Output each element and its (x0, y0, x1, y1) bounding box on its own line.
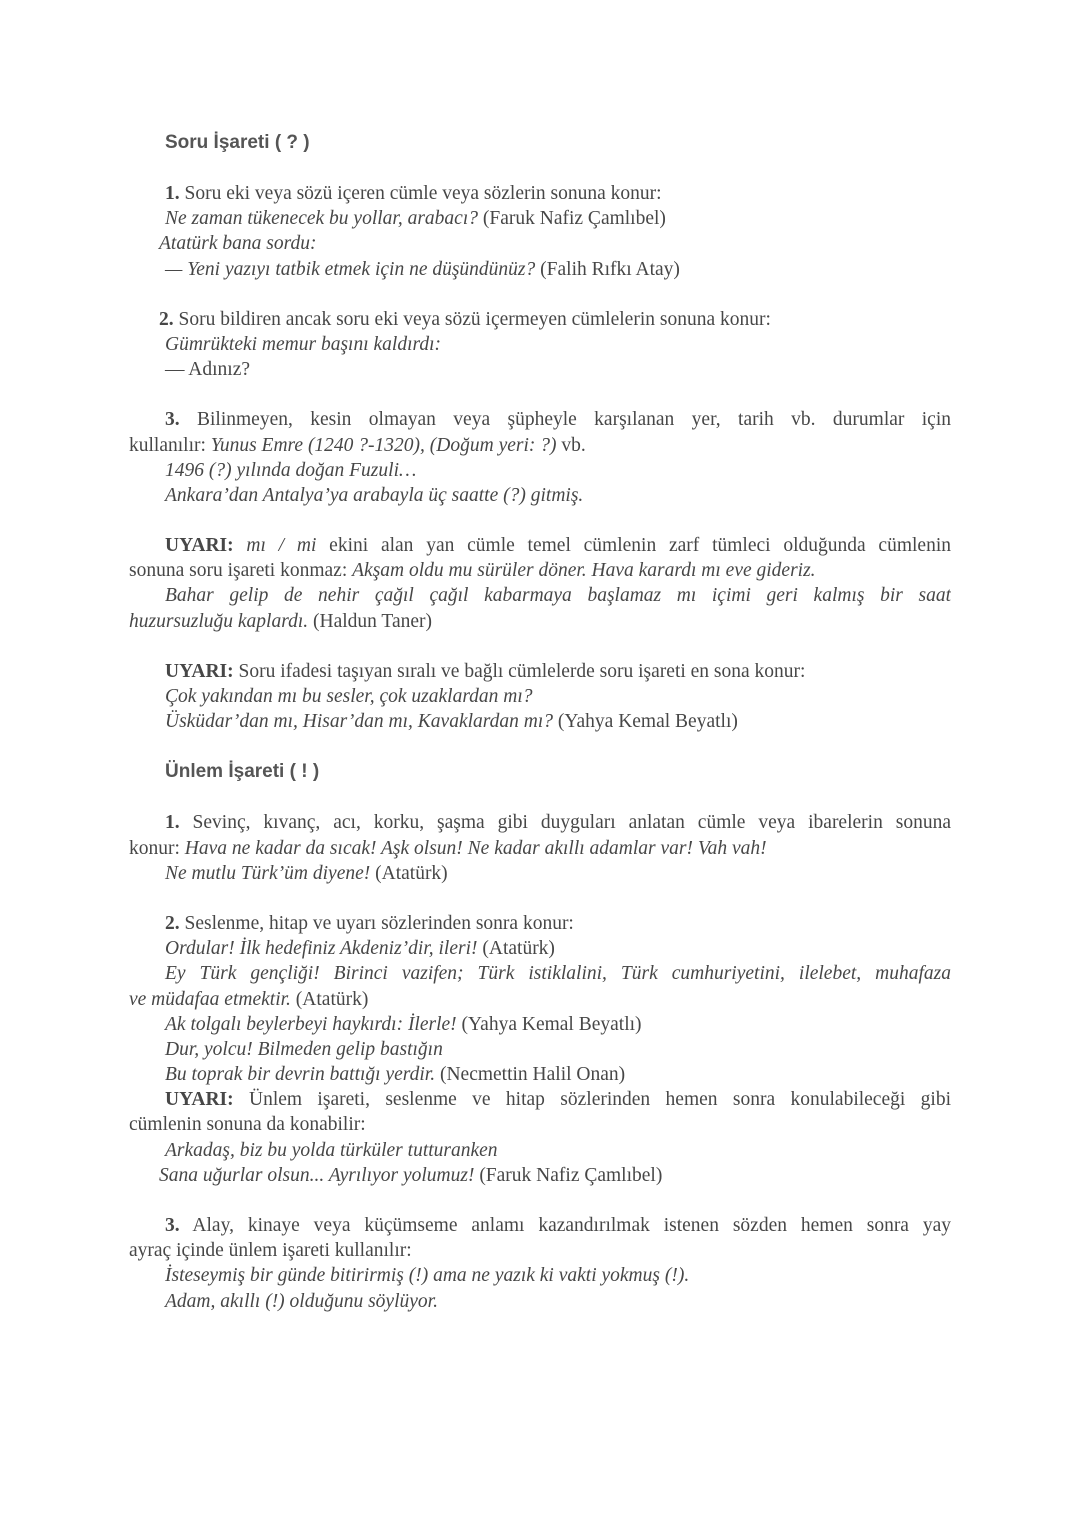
bold-label: UYARI: (165, 1089, 234, 1111)
paragraph (129, 407, 951, 508)
italic-example: Hava ne kadar da sıcak! Aşk olsun! Ne kadar akıllı adamlar var! Vah vah! (184, 837, 767, 859)
text-line (129, 961, 951, 986)
text-line (129, 1238, 951, 1263)
paragraph (129, 181, 951, 282)
text-segment: Seslenme, hitap ve uyarı sözlerinden sonra konur: (179, 912, 574, 934)
italic-example: Bu toprak bir devrin battığı yerdir. (165, 1064, 436, 1086)
italic-example: Yunus Emre (1240 ?-1320), (Doğum yeri: ?) (210, 434, 557, 456)
text-segment: kullanılır: (129, 434, 211, 456)
bold-label: 2. (159, 308, 174, 330)
section-heading-group (129, 130, 951, 156)
paragraph (129, 307, 951, 383)
text-line (129, 357, 951, 382)
section-heading-group (129, 759, 951, 785)
italic-example: Ankara’dan Antalya’ya arabayla üç saatte (?) gitmiş. (165, 484, 584, 506)
text-segment: (Faruk Nafiz Çamlıbel) (474, 1164, 663, 1186)
bold-label: 2. (165, 912, 180, 934)
text-line (129, 533, 951, 558)
text-segment: sonuna soru işareti konmaz: (129, 560, 353, 582)
italic-example: Arkadaş, biz bu yolda türküler tutturanken (165, 1139, 498, 1161)
text-segment: (Falih Rıfkı Atay) (535, 258, 680, 280)
text-segment: — Adınız? (165, 359, 251, 381)
text-line (129, 1213, 951, 1238)
italic-example: Ak tolgalı beylerbeyi haykırdı: İlerle! (165, 1013, 457, 1035)
text-line (129, 1289, 951, 1314)
italic-example: Üsküdar’dan mı, Hisar’dan mı, Kavaklardan mı? (165, 711, 554, 733)
section-heading: Ünlem İşareti ( ! ) (165, 761, 320, 783)
italic-example: — Yeni yazıyı tatbik etmek için ne düşündünüz? (165, 258, 536, 280)
text-segment: (Necmettin Halil Onan) (435, 1064, 626, 1086)
text-segment: konur: (129, 837, 185, 859)
section-heading: Soru İşareti ( ? ) (165, 132, 310, 153)
document-page (129, 130, 951, 1339)
text-segment: (Yahya Kemal Beyatlı) (553, 711, 738, 733)
italic-example: ve müdafaa etmektir. (129, 988, 291, 1010)
italic-example: Çok yakından mı bu sesler, çok uzaklardan mı? (165, 686, 533, 707)
bold-label: UYARI: (165, 660, 234, 682)
italic-example: Bahar gelip de nehir çağıl çağıl kabarmaya başlamaz mı içimi geri kalmış bir saat (165, 585, 951, 607)
text-segment: Sevinç, kıvanç, acı, korku, şaşma gibi duyguları anlatan cümle veya ibarelerin sonuna (179, 812, 951, 834)
paragraph (129, 810, 951, 886)
bold-label: 1. (165, 812, 180, 834)
text-segment: Soru eki veya sözü içeren cümle veya sözlerin sonuna konur: (179, 183, 662, 204)
text-line (129, 1163, 951, 1188)
text-line (129, 836, 951, 861)
italic-example: Ne zaman tükenecek bu yollar, arabacı? (165, 208, 479, 230)
text-line (129, 181, 951, 206)
text-segment: (Yahya Kemal Beyatlı) (456, 1013, 642, 1035)
text-line (129, 609, 951, 634)
italic-example: İsteseymiş bir günde bitirirmiş (!) ama ne yazık ki vakti yokmuş (!). (165, 1265, 690, 1287)
text-line (129, 936, 951, 961)
text-segment: vb. (556, 434, 586, 456)
text-line (129, 1138, 951, 1163)
text-line (129, 1062, 951, 1087)
paragraph (129, 659, 951, 735)
text-line (129, 1112, 951, 1137)
text-segment: (Atatürk) (477, 938, 555, 960)
text-segment: (Haldun Taner) (308, 610, 433, 632)
text-line (129, 1263, 951, 1288)
text-line (129, 332, 951, 357)
paragraph (129, 911, 951, 1188)
italic-example: Sana uğurlar olsun... Ayrılıyor yolumuz! (159, 1164, 475, 1186)
italic-example: Ne mutlu Türk’üm diyene! (165, 862, 371, 884)
text-segment: ekini alan yan cümle temel cümlenin zarf tümleci olduğunda cümlenin (316, 535, 951, 557)
text-segment: Ünlem işareti, seslenme ve hitap sözlerinden hemen sonra konulabileceği gibi (233, 1089, 951, 1111)
italic-example: Ordular! İlk hedefiniz Akdeniz’dir, ileri! (165, 938, 478, 960)
bold-label: 3. (165, 1215, 180, 1236)
text-line (129, 709, 951, 734)
text-line (129, 231, 951, 256)
text-line (129, 558, 951, 583)
paragraph (129, 1213, 951, 1314)
text-segment: Soru bildiren ancak soru eki veya sözü içermeyen cümlelerin sonuna konur: (173, 308, 771, 330)
italic-example: Ey Türk gençliği! Birinci vazifen; Türk istiklalini, Türk cumhuriyetini, ilelebet, muhafaza (165, 963, 951, 985)
italic-example: Gümrükteki memur başını kaldırdı: (165, 333, 442, 355)
text-line (129, 206, 951, 231)
paragraph (129, 533, 951, 634)
italic-example: Akşam oldu mu sürüler döner. Hava karardı mı eve gideriz. (352, 560, 816, 582)
italic-example: mı / mi (233, 535, 317, 557)
italic-example: 1496 (?) yılında doğan Fuzuli… (165, 459, 417, 481)
italic-example: huzursuzluğu kaplardı. (129, 610, 309, 632)
text-line (129, 483, 951, 508)
text-line (129, 1087, 951, 1112)
text-segment: ayraç içinde ünlem işareti kullanılır: (129, 1240, 412, 1262)
text-segment: (Atatürk) (290, 988, 369, 1010)
text-segment: Soru ifadesi taşıyan sıralı ve bağlı cümlelerde soru işareti en sona konur: (233, 660, 806, 682)
text-segment: Alay, kinaye veya küçümseme anlamı kazandırılmak istenen sözden hemen sonra yay (179, 1215, 951, 1236)
text-line (129, 583, 951, 608)
text-line (129, 911, 951, 936)
text-line (129, 861, 951, 886)
text-line (129, 257, 951, 282)
text-segment: Bilinmeyen, kesin olmayan veya şüpheyle karşılanan yer, tarih vb. durumlar için (179, 409, 951, 431)
text-line (129, 810, 951, 835)
text-line (129, 458, 951, 483)
bold-label: 3. (165, 409, 180, 431)
text-segment: cümlenin sonuna da konabilir: (129, 1114, 366, 1136)
text-line (129, 407, 951, 432)
text-line (129, 307, 951, 332)
text-line (129, 1012, 951, 1037)
italic-example: Dur, yolcu! Bilmeden gelip bastığın (165, 1038, 443, 1060)
text-line (129, 659, 951, 684)
text-line (129, 1037, 951, 1062)
italic-example: Atatürk bana sordu: (159, 233, 317, 255)
text-line (129, 433, 951, 458)
bold-label: UYARI: (165, 535, 234, 557)
text-line (129, 684, 951, 709)
italic-example: Adam, akıllı (!) olduğunu söylüyor. (165, 1290, 438, 1312)
bold-label: 1. (165, 183, 180, 204)
text-segment: (Faruk Nafiz Çamlıbel) (478, 208, 666, 230)
text-line (129, 987, 951, 1012)
text-segment: (Atatürk) (370, 862, 448, 884)
